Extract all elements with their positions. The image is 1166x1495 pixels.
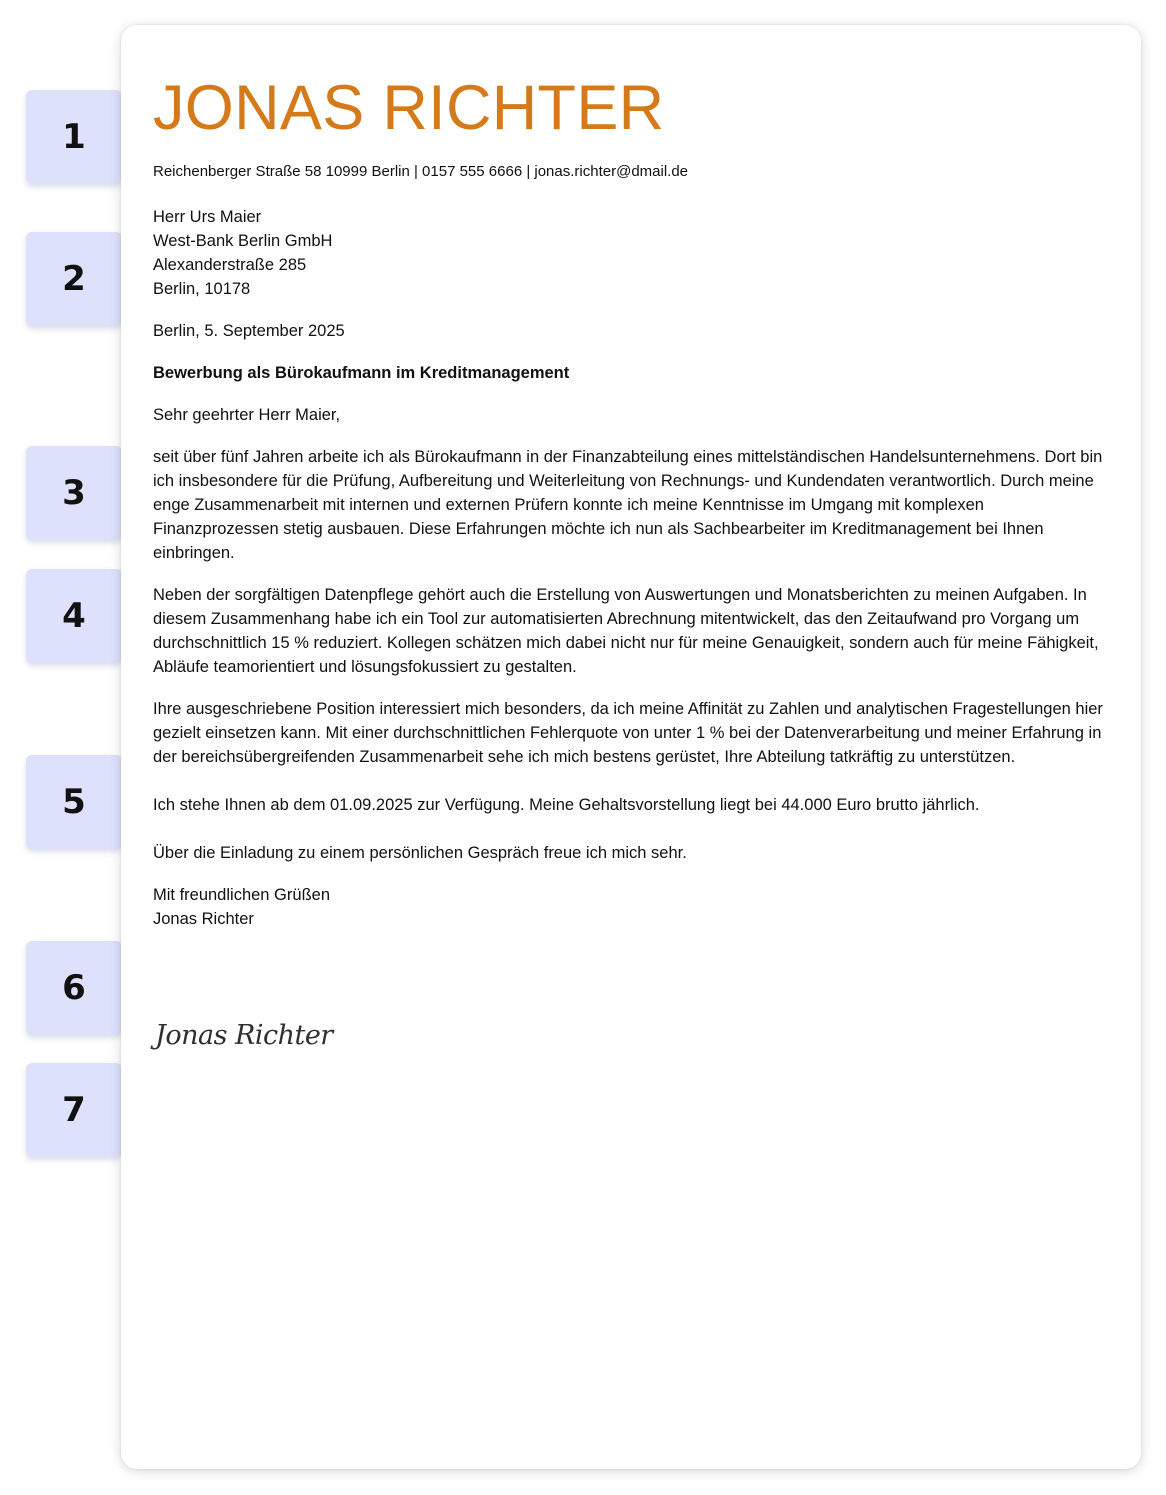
body-paragraph-1: seit über fünf Jahren arbeite ich als Bürokaufmann in der Finanzabteilung eines mittelständischen Handelsunternehmens. Dort bin ich insbesondere für die Prüfung, Aufbereitung und Weiterleitung von Rechnungs- und Kundendaten verantwortlich. Durch meine enge Zusammenarbeit mit internen und externen Prüfern konnte ich meine Kenntnisse im Umgang mit komplexen Finanzprozessen stetig ausbauen. Diese Erfahrungen möchte ich nun als Sachbearbeiter im Kreditmanagement bei Ihnen einbringen. <box>153 448 1103 562</box>
letter-salutation: Sehr geehrter Herr Maier, <box>153 406 341 424</box>
recipient-street: Alexanderstraße 285 <box>153 256 307 274</box>
letter-closing <box>153 883 1113 931</box>
section-marker-6: 6 <box>26 941 122 1035</box>
letter-page <box>121 25 1141 1469</box>
recipient-name: Herr Urs Maier <box>153 208 262 226</box>
sender-name: JONAS RICHTER <box>153 73 665 143</box>
section-marker-3: 3 <box>26 446 122 540</box>
closing-name: Jonas Richter <box>153 910 254 928</box>
body-paragraph-5: Über die Einladung zu einem persönlichen Gespräch freue ich mich sehr. <box>153 844 687 862</box>
letter-content <box>153 75 1113 1053</box>
body-paragraph-3: Ihre ausgeschriebene Position interessiert mich besonders, da ich meine Affinität zu Zahlen und analytischen Fragestellungen hier gezielt einsetzen kann. Mit einer durchschnittlichen Fehlerquote von unter 1 % bei der Datenverarbeitung und meiner Erfahrung in der bereichsübergreifenden Zusammenarbeit sehe ich mich bestens gerüstet, Ihre Abteilung tatkräftig zu unterstützen. <box>153 700 1103 766</box>
section-markers <box>0 0 130 1495</box>
recipient-city: Berlin, 10178 <box>153 280 251 298</box>
body-paragraph-4: Ich stehe Ihnen ab dem 01.09.2025 zur Verfügung. Meine Gehaltsvorstellung liegt bei 44.000 Euro brutto jährlich. <box>153 796 980 814</box>
section-marker-4: 4 <box>26 569 122 663</box>
recipient-company: West-Bank Berlin GmbH <box>153 232 333 250</box>
section-marker-1: 1 <box>26 90 122 184</box>
sender-contact-line: Reichenberger Straße 58 10999 Berlin | 0157 555 6666 | jonas.richter@dmail.de <box>153 163 689 180</box>
section-marker-2: 2 <box>26 232 122 326</box>
letter-date: Berlin, 5. September 2025 <box>153 322 345 340</box>
recipient-address <box>153 205 1113 301</box>
handwritten-signature: Jonas Richter <box>155 1020 333 1051</box>
section-marker-5: 5 <box>26 755 122 849</box>
body-paragraph-2: Neben der sorgfältigen Datenpflege gehört auch die Erstellung von Auswertungen und Monatsberichten zu meinen Aufgaben. In diesem Zusammenhang habe ich ein Tool zur automatisierten Abrechnung mitentwickelt, das den Zeitaufwand pro Vorgang um durchschnittlich 15 % reduziert. Kollegen schätzen mich dabei nicht nur für meine Genauigkeit, sondern auch für meine Fähigkeit, Abläufe teamorientiert und lösungsfokussiert zu gestalten. <box>153 586 1099 676</box>
closing-greeting: Mit freundlichen Grüßen <box>153 886 330 904</box>
letter-subject: Bewerbung als Bürokaufmann im Kreditmanagement <box>153 364 570 382</box>
section-marker-7: 7 <box>26 1063 122 1157</box>
